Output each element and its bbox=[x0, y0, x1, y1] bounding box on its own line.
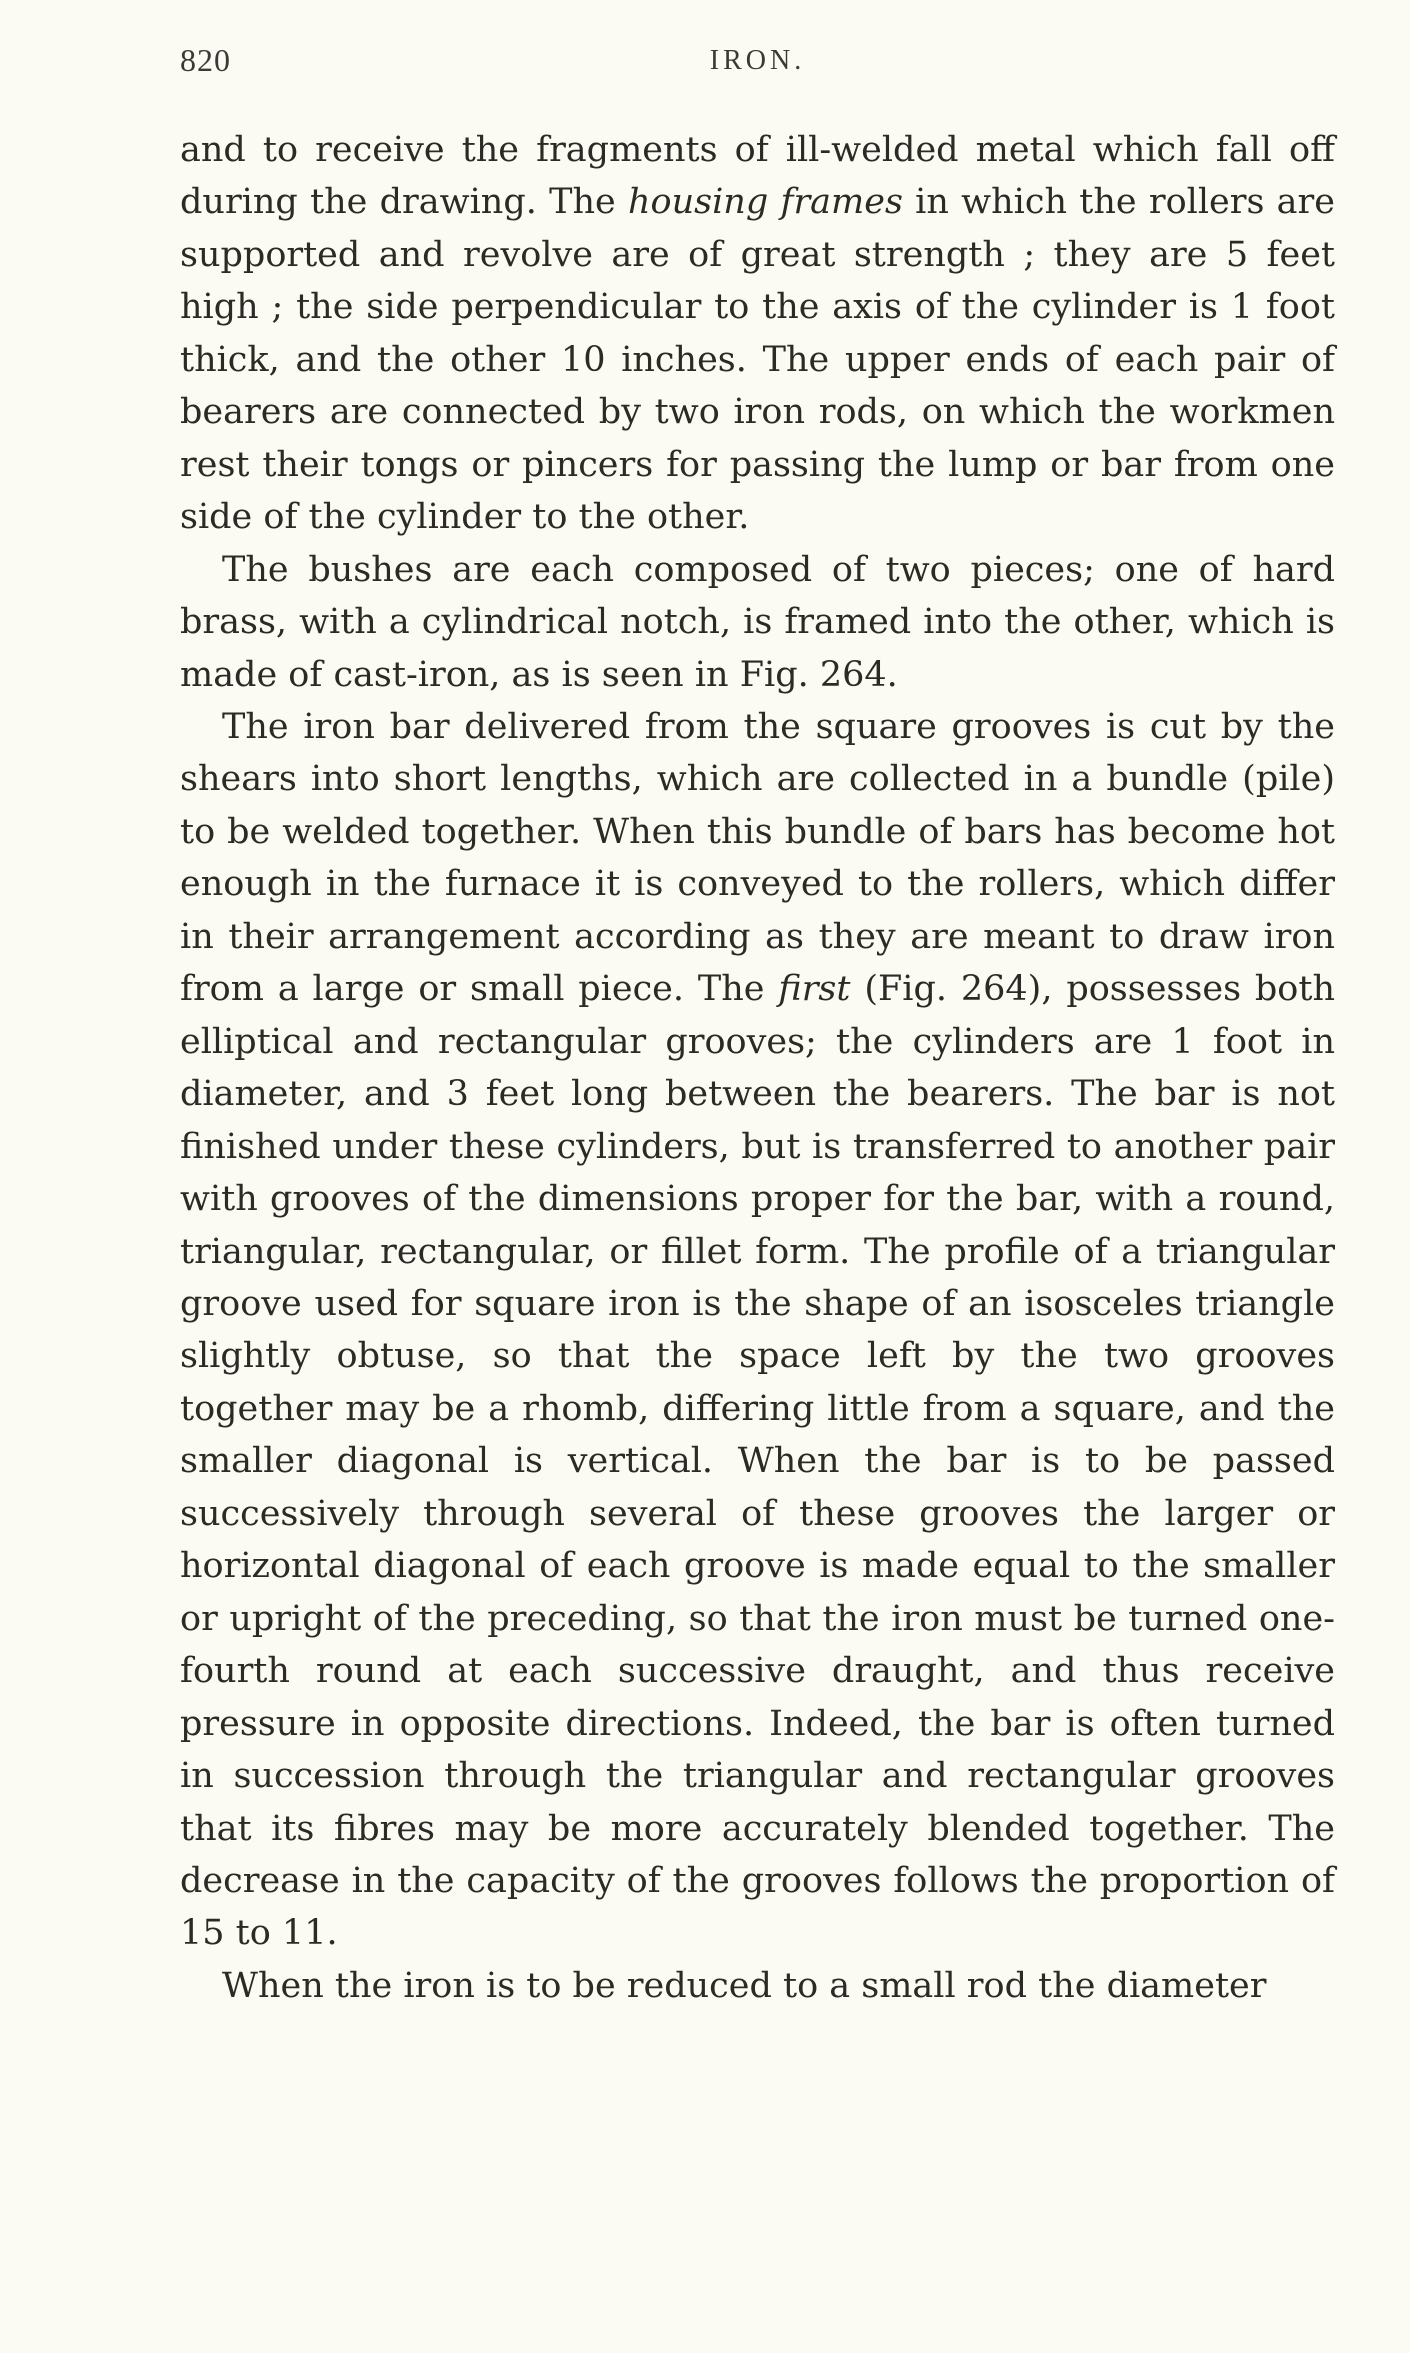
paragraph-text: When the iron is to be reduced to a small rod the diameter bbox=[222, 1965, 1267, 2006]
page-number: 820 bbox=[180, 42, 231, 78]
paragraph-text: and to receive the fragments of ill-welded metal which fall off during the drawing. The bbox=[180, 130, 1335, 223]
paragraph-continued-final-line bbox=[180, 1960, 1335, 2012]
paragraph-housing-frames bbox=[180, 124, 1335, 544]
paragraph-bushes bbox=[180, 544, 1335, 701]
page-body-text bbox=[180, 124, 1335, 2012]
italic-term-housing-frames: housing frames bbox=[627, 182, 903, 223]
running-head: IRON. bbox=[709, 45, 806, 76]
paragraph-iron-bar-rolling bbox=[180, 701, 1335, 1960]
paragraph-text: The iron bar delivered from the square grooves is cut by the shears into short lengths, which are collected in a bundle (pile) to be welded together. When this bundle of bars has become hot enough in the furnace it is conveyed to the rollers, which differ in their arrangement according as they are meant to draw iron from a large or small piece. The bbox=[180, 706, 1335, 1010]
paragraph-text: The bushes are each composed of two pieces; one of hard brass, with a cylindrical notch, is framed into the other, which is made of cast-iron, as is seen in Fig. 264. bbox=[180, 549, 1335, 695]
page-header bbox=[180, 42, 1335, 86]
italic-term-first: first bbox=[778, 969, 851, 1010]
paragraph-text: in which the rollers are supported and revolve are of great strength ; they are 5 feet high ; the side perpendicular to the axis of the cylinder is 1 foot thick, and the other 10 inches. The upper ends of each pair of bearers are connected by two iron rods, on which the workmen rest their tongs or pincers for passing the lump or bar from one side of the cylinder to the other. bbox=[180, 182, 1335, 538]
paragraph-text: (Fig. 264), possesses both elliptical and rectangular grooves; the cylinders are 1 foot in diameter, and 3 feet long between the bearers. The bar is not finished under these cylinders, but is transferred to another pair with grooves of the dimensions proper for the bar, with a round, triangular, rectangular, or fillet form. The profile of a triangular groove used for square iron is the shape of an isosceles triangle slightly obtuse, so that the space left by the two grooves together may be a rhomb, differing little from a square, and the smaller diagonal is vertical. When the bar is to be passed successively through several of these grooves the larger or horizontal diagonal of each groove is made equal to the smaller or upright of the preceding, so that the iron must be turned one-fourth round at each successive draught, and thus receive pressure in opposite directions. Indeed, the bar is often turned in succession through the triangular and rectangular grooves that its fibres may be more accurately blended together. The decrease in the capacity of the grooves follows the proportion of 15 to 11. bbox=[180, 969, 1335, 1954]
